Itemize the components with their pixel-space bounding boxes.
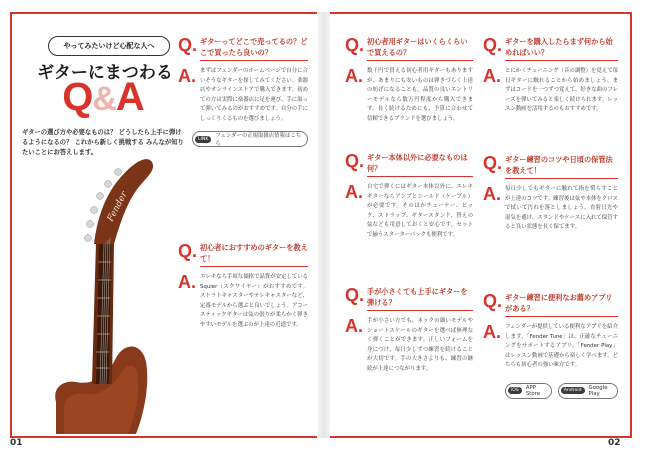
hero-title: ギターにまつわる	[37, 63, 173, 83]
a-letter-icon: A.	[178, 66, 196, 86]
question-text: 初心者におすすめのギターを教えて！	[200, 242, 308, 267]
link-tag: LINK	[195, 136, 211, 143]
q-letter-icon: Q.	[483, 35, 503, 55]
hero-a-letter: A	[115, 75, 144, 119]
hero-kicker: やってみたいけど心配な人へ	[48, 36, 170, 56]
answer-text: 数千円で買える初心者用ギターもありますが、あまりにも安いものは弾きづらく上達の妨げになることも。品質の良いエントリーモデルなら数万円程度から購入できます。長く続けるためにも、予算に合わせて信頼できるブランドを選びましょう。	[367, 68, 473, 122]
a-letter-icon: A.	[178, 272, 196, 292]
q-letter-icon: Q.	[483, 153, 503, 173]
hero-lead-text: ギターの選び方や必要なものは？ どうしたら上手に弾けるようになるの？ これから新しく挑戦する みんなが知りたいことにお答えします。	[22, 129, 184, 156]
a-letter-icon: A.	[345, 316, 363, 336]
qa-item-5	[345, 286, 473, 375]
q-letter-icon: Q.	[345, 151, 365, 171]
a-letter-icon: A.	[345, 66, 363, 86]
app-store-buttons	[505, 377, 618, 399]
question-text: 初心者用ギターはいくらくらいで買えるの？	[367, 36, 473, 61]
dealer-link-label: フェンダーの正規取扱店情報はこちら	[215, 133, 302, 148]
app-store-button[interactable]	[505, 383, 552, 399]
qa-item-4	[345, 152, 473, 241]
a-letter-icon: A.	[345, 182, 363, 202]
qa-item-3	[345, 36, 473, 125]
answer-text: とにかくチューニング（音の調整）を覚えて毎日ギターに触れることから始めましょう。まずはコードを一つずつ覚えて、好きな曲のフレーズを弾いてみると楽しく続けられます。レッスン動画を活用するのもおすすめです。	[505, 68, 618, 113]
answer-text: エレキなら手頃な価格で品質が安定しているSquier（スクワイヤー）がおすすめです。ストラトキャスターやテレキャスターなど、定番モデルから選ぶと良いでしょう。アコースティックギターは弦の張りが柔らかく弾きやすいモデルを選ぶのが上達の近道です。	[200, 274, 308, 328]
q-letter-icon: Q.	[178, 35, 198, 55]
ios-tag: iOS	[508, 387, 522, 394]
question-text: ギターを購入したらまず何から始めればいい？	[505, 36, 618, 61]
google-play-label: Google Play	[588, 384, 608, 397]
hero-q-letter: Q	[62, 75, 93, 119]
a-letter-icon: A.	[483, 184, 501, 204]
answer-text: フェンダーが提供している便利なアプリを紹介します。「Fender Tune」は、正確なチューニングをサポートするアプリ。「Fender Play」はレッスン動画で基礎から楽しく学べます。どちらも初心者の強い味方です。	[505, 324, 618, 369]
dealer-link-button[interactable]	[192, 131, 308, 147]
q-letter-icon: Q.	[345, 285, 365, 305]
page-number-left: 01	[10, 438, 23, 448]
android-tag: Android	[561, 387, 585, 394]
question-text: ギター本体以外に必要なものは何？	[367, 152, 473, 177]
qa-item-7	[483, 154, 618, 233]
qa-item-6	[483, 36, 618, 115]
qa-item-1	[178, 36, 308, 147]
answer-text: まずはフェンダーのホームページで自分に合いそうなギターを探してみてください。楽器店やオンラインストアで購入できます。初めての方は実際に楽器店に足を運び、手に取って弾いてみるのがおすすめです。自分の手にしっくりくるものを選びましょう。	[200, 68, 308, 122]
question-text: ギターってどこで売ってるの？どこで買ったら良いの？	[200, 36, 308, 61]
question-text: ギター練習に便利なお薦めアプリがある？	[505, 292, 618, 317]
answer-text: 手が小さい方でも、ネックの細いモデルやショートスケールのギターを選べば無理なく弾くことができます。正しいフォームを身につけ、毎日少しずつ練習を続けることが大切です。手の大きさよりも、練習の継続が上達につながります。	[367, 318, 473, 372]
qa-item-8	[483, 292, 618, 399]
page-gutter	[318, 12, 330, 438]
q-letter-icon: Q.	[483, 291, 503, 311]
google-play-button[interactable]	[558, 383, 618, 399]
question-text: ギター練習のコツや日頃の保管法を教えて！	[505, 154, 618, 179]
a-letter-icon: A.	[483, 322, 501, 342]
q-letter-icon: Q.	[345, 35, 365, 55]
a-letter-icon: A.	[483, 66, 501, 86]
q-letter-icon: Q.	[178, 241, 198, 261]
guitar-illustration	[16, 152, 176, 434]
answer-text: 自宅で弾くにはギター本体以外に、エレキギターならアンプとシールド（ケーブル）が必要です。そのほかチューナー、ピック、ストラップ、ギタースタンド、替えの弦なども用意しておくと安心です。セットで揃うスターターパックも便利です。	[367, 184, 473, 238]
question-text: 手が小さくても上手にギターを弾ける？	[367, 286, 473, 311]
hero-qa-logo	[28, 75, 178, 125]
hero-ampersand: &	[92, 80, 116, 118]
answer-text: 毎日少しでもギターに触れて指を慣らすことが上達のコツです。練習後は弦や本体をクロスで拭いて汚れを落としましょう。直射日光や湿気を避け、スタンドやケースに入れて保管すると良い状態を長く保てます。	[505, 186, 618, 231]
app-store-label: APP Store	[525, 384, 541, 397]
svg-text:Fender: Fender	[105, 190, 130, 224]
qa-item-2	[178, 242, 308, 331]
page-number-right: 02	[608, 438, 621, 448]
